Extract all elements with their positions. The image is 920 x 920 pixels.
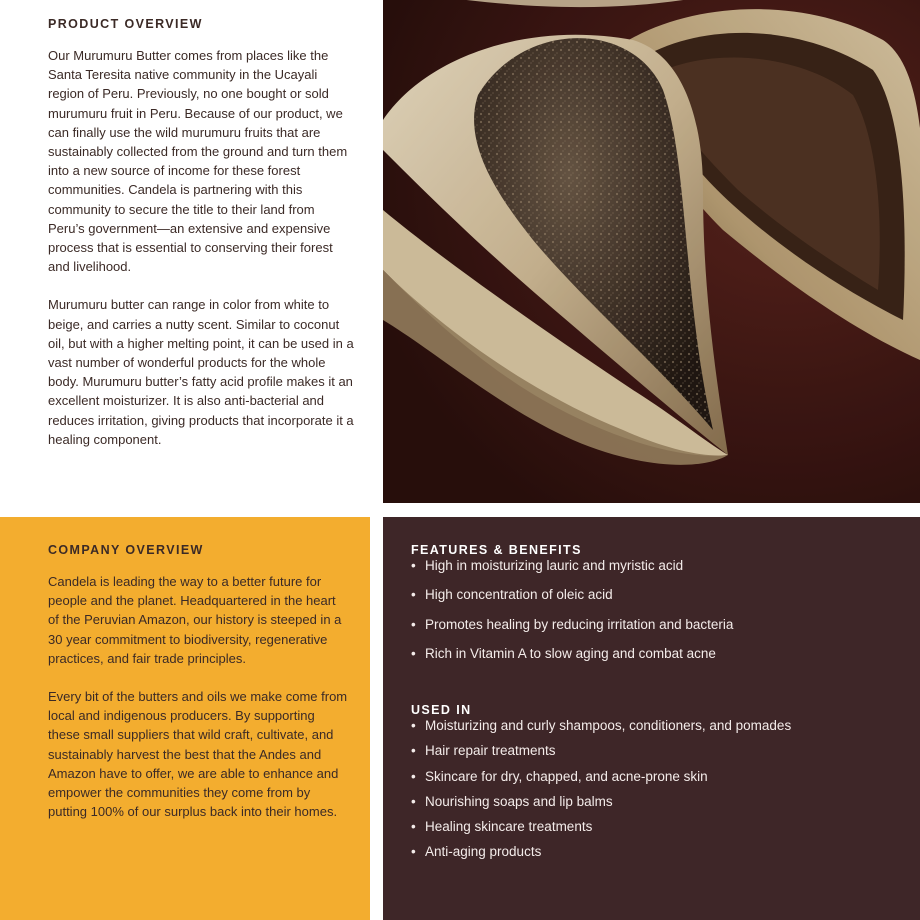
features-heading: FEATURES & BENEFITS bbox=[411, 543, 582, 557]
used-in-text: Moisturizing and curly shampoos, conditioners, and pomades bbox=[425, 718, 792, 734]
feature-text: Rich in Vitamin A to slow aging and combat acne bbox=[425, 645, 716, 661]
feature-text: Promotes healing by reducing irritation and bacteria bbox=[425, 616, 734, 632]
bullet-icon: • bbox=[411, 768, 416, 784]
bullet-icon: • bbox=[411, 587, 416, 603]
features-list bbox=[411, 557, 920, 674]
list-item bbox=[411, 557, 920, 586]
bullet-icon: • bbox=[411, 558, 416, 573]
product-overview-heading: PRODUCT OVERVIEW bbox=[48, 17, 203, 31]
company-overview-heading: COMPANY OVERVIEW bbox=[48, 543, 204, 557]
feature-text: High in moisturizing lauric and myristic acid bbox=[425, 558, 684, 573]
bullet-icon: • bbox=[411, 844, 416, 860]
bullet-icon: • bbox=[411, 645, 416, 661]
list-item bbox=[411, 793, 920, 818]
features-section bbox=[383, 517, 920, 920]
list-item bbox=[411, 586, 920, 615]
list-item bbox=[411, 645, 920, 674]
list-item bbox=[411, 616, 920, 645]
used-in-text: Healing skincare treatments bbox=[425, 818, 593, 834]
used-in-text: Hair repair treatments bbox=[425, 743, 556, 759]
feature-text: High concentration of oleic acid bbox=[425, 587, 613, 603]
list-item bbox=[411, 818, 920, 843]
list-item bbox=[411, 843, 920, 868]
used-in-text: Anti-aging products bbox=[425, 844, 542, 860]
bullet-icon: • bbox=[411, 743, 416, 759]
product-overview-paragraph-2: Murumuru butter can range in color from white to beige, and carries a nutty scent. Similar to coconut oil, but with a higher melting point, it can be used in a vast number of wonderful products for the whole body. Murumuru butter’s fatty acid profile makes it an excellent moisturizer. It is also anti-bacterial and reduces irritation, giving products that incorporate it a healing component. bbox=[48, 297, 354, 447]
product-overview-paragraph-1: Our Murumuru Butter comes from places like the Santa Teresita native community in the Ucayali region of Peru. Previously, no one bought or sold murumuru fruit in Peru. Because of our product, we can finally use the wild murumuru fruits that are sustainably collected from the ground and turn them into a new source of income for these forest communities. Candela is partnering with this community to secure the title to their land from Peru’s government—an extensive and expensive process that is essential to conserving their forest and livelihood. bbox=[48, 48, 348, 275]
company-overview-paragraph-2: Every bit of the butters and oils we make come from local and indigenous producers. By supporting these small suppliers that wild craft, cultivate, and sustainably harvest the best that the Andes and Amazon have to offer, we are able to enhance and empower the communities they come from by putting 100% of our surplus back into their homes. bbox=[48, 689, 348, 820]
used-in-heading: USED IN bbox=[411, 703, 472, 718]
list-item bbox=[411, 742, 920, 767]
company-overview-section bbox=[0, 517, 370, 920]
list-item bbox=[411, 768, 920, 793]
bullet-icon: • bbox=[411, 793, 416, 809]
murumuru-fruit-photo bbox=[383, 0, 920, 503]
list-item bbox=[411, 717, 920, 742]
murumuru-fruit-illustration bbox=[383, 0, 920, 503]
product-overview-section bbox=[0, 0, 383, 517]
company-overview-paragraph-1: Candela is leading the way to a better future for people and the planet. Headquartered in the heart of the Peruvian Amazon, our history is steeped in a 30 year commitment to biodiversity, regenerative practices, and fair trade principles. bbox=[48, 574, 342, 666]
bullet-icon: • bbox=[411, 818, 416, 834]
used-in-list bbox=[411, 717, 920, 868]
bullet-icon: • bbox=[411, 718, 416, 734]
bullet-icon: • bbox=[411, 616, 416, 632]
used-in-text: Nourishing soaps and lip balms bbox=[425, 793, 613, 809]
used-in-text: Skincare for dry, chapped, and acne-prone skin bbox=[425, 768, 708, 784]
